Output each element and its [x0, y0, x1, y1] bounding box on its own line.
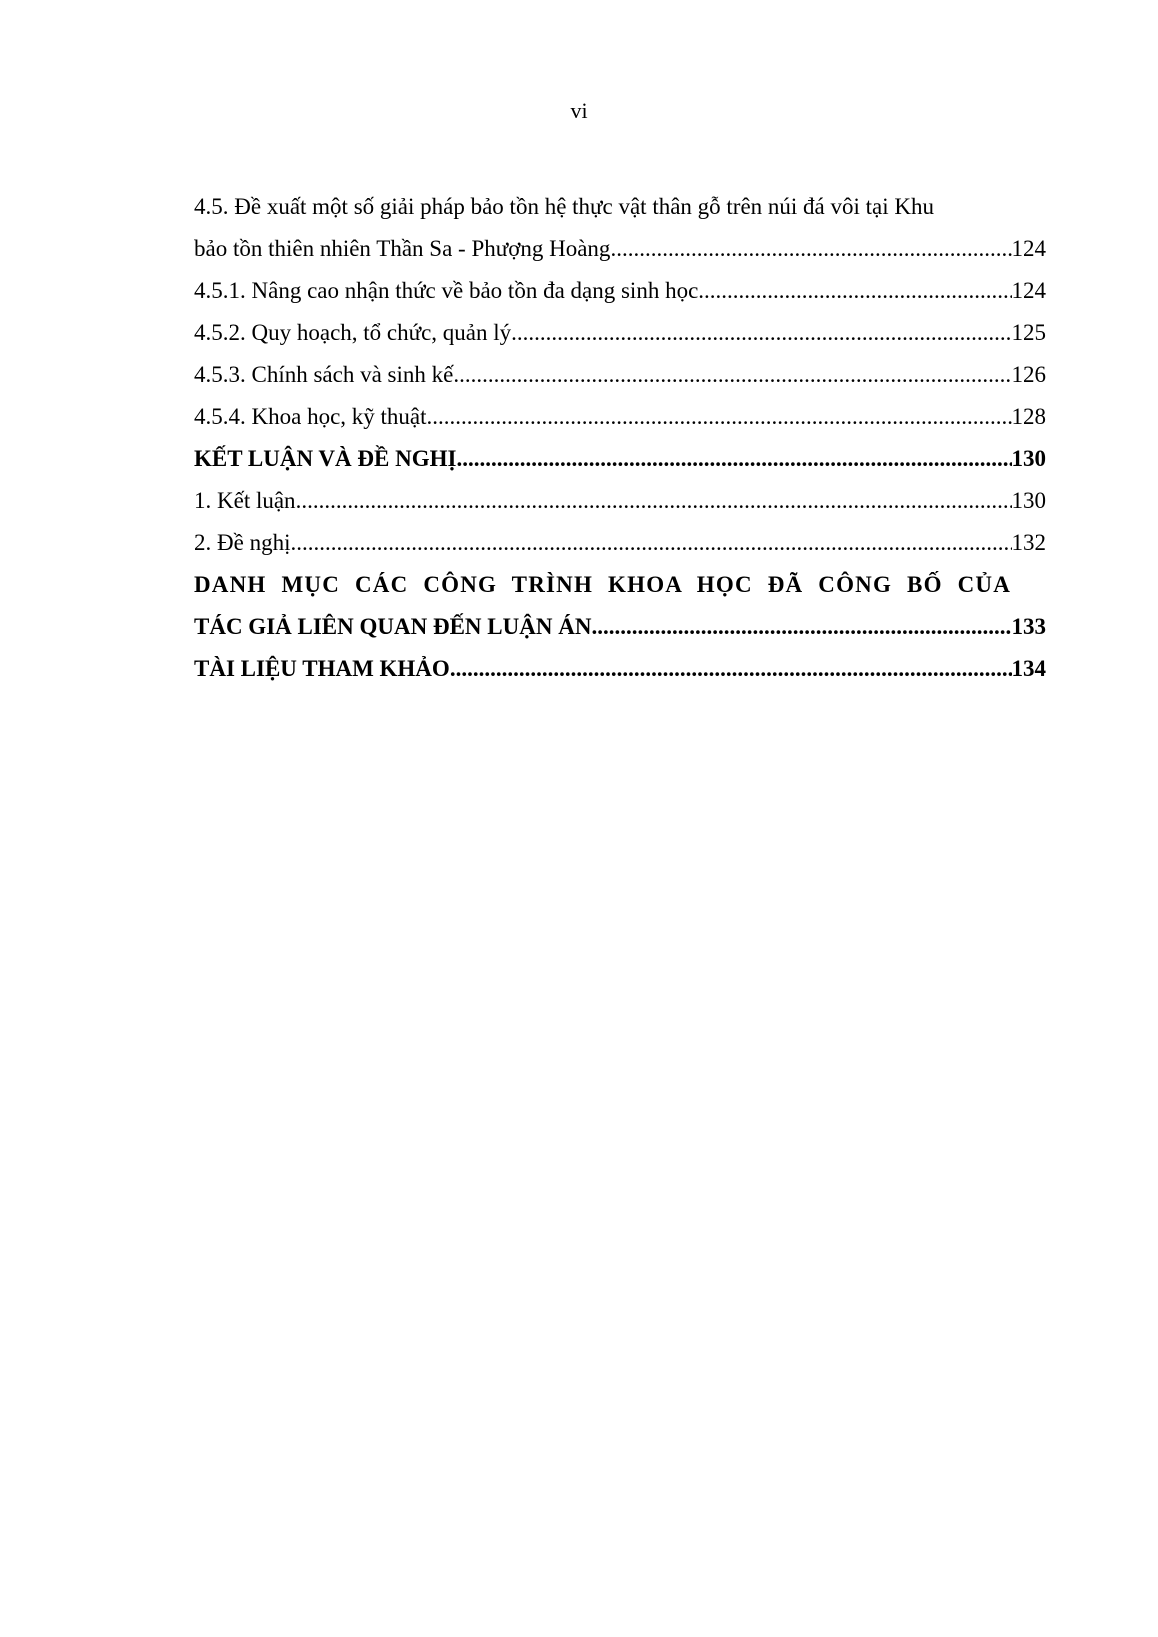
toc-leader-dots — [290, 522, 1011, 564]
toc-leader-dots — [450, 648, 1012, 690]
toc-entry-text: TÁC GIẢ LIÊN QUAN ĐẾN LUẬN ÁN — [194, 614, 592, 639]
toc-entry-ket-luan[interactable] — [194, 480, 1046, 522]
toc-entry-4-5-line2[interactable] — [194, 228, 1046, 270]
toc-entry-4-5-4[interactable] — [194, 396, 1046, 438]
toc-entry-4-5-3[interactable] — [194, 354, 1046, 396]
toc-leader-dots — [591, 606, 1011, 648]
toc-entry-text: 2. Đề nghị — [194, 530, 291, 555]
toc-entry-de-nghi[interactable] — [194, 522, 1046, 564]
toc-entry-tai-lieu-tham-khao[interactable] — [194, 648, 1046, 690]
toc-entry-page: 124 — [1011, 236, 1046, 261]
toc-entry-text: 1. Kết luận — [194, 488, 296, 513]
toc-entry-page: 130 — [1011, 446, 1046, 471]
toc-entry-danh-muc-line2[interactable] — [194, 606, 1046, 648]
toc-entry-page: 133 — [1011, 614, 1046, 639]
toc-entry-page: 128 — [1011, 404, 1046, 429]
toc-entry-text: 4.5.2. Quy hoạch, tổ chức, quản lý — [194, 320, 512, 345]
toc-entry-ket-luan-va-de-nghi[interactable] — [194, 438, 1046, 480]
toc-entry-page: 134 — [1011, 656, 1046, 681]
toc-entry-danh-muc-line1[interactable] — [194, 564, 1046, 606]
toc-leader-dots — [296, 480, 1012, 522]
toc-entry-4-5-1[interactable] — [194, 270, 1046, 312]
toc-leader-dots — [427, 396, 1012, 438]
toc-entry-page: 126 — [1011, 362, 1046, 387]
toc-entry-4-5-line1[interactable] — [194, 186, 1046, 228]
table-of-contents — [194, 186, 1046, 690]
toc-entry-text: TÀI LIỆU THAM KHẢO — [194, 656, 450, 681]
toc-entry-page: 132 — [1011, 530, 1046, 555]
toc-entry-text: bảo tồn thiên nhiên Thần Sa - Phượng Hoàng — [194, 236, 611, 261]
page-number: vi — [570, 98, 588, 123]
toc-leader-dots — [456, 438, 1011, 480]
toc-leader-dots — [698, 270, 1011, 312]
toc-entry-text: KẾT LUẬN VÀ ĐỀ NGHỊ — [194, 446, 457, 471]
toc-leader-dots — [453, 354, 1011, 396]
toc-leader-dots — [610, 228, 1011, 270]
toc-entry-page: 125 — [1011, 320, 1046, 345]
toc-entry-page: 130 — [1011, 488, 1046, 513]
toc-entry-text: 4.5.1. Nâng cao nhận thức về bảo tồn đa dạng sinh học — [194, 278, 699, 303]
toc-entry-text: 4.5. Đề xuất một số giải pháp bảo tồn hệ thực vật thân gỗ trên núi đá vôi tại Khu — [194, 194, 935, 219]
toc-entry-text: 4.5.3. Chính sách và sinh kế — [194, 362, 454, 387]
toc-entry-text: 4.5.4. Khoa học, kỹ thuật — [194, 404, 427, 429]
toc-entry-text: DANH MỤC CÁC CÔNG TRÌNH KHOA HỌC ĐÃ CÔNG BỐ CỦA — [194, 572, 1012, 597]
toc-leader-dots — [511, 312, 1011, 354]
toc-entry-page: 124 — [1011, 278, 1046, 303]
toc-entry-4-5-2[interactable] — [194, 312, 1046, 354]
